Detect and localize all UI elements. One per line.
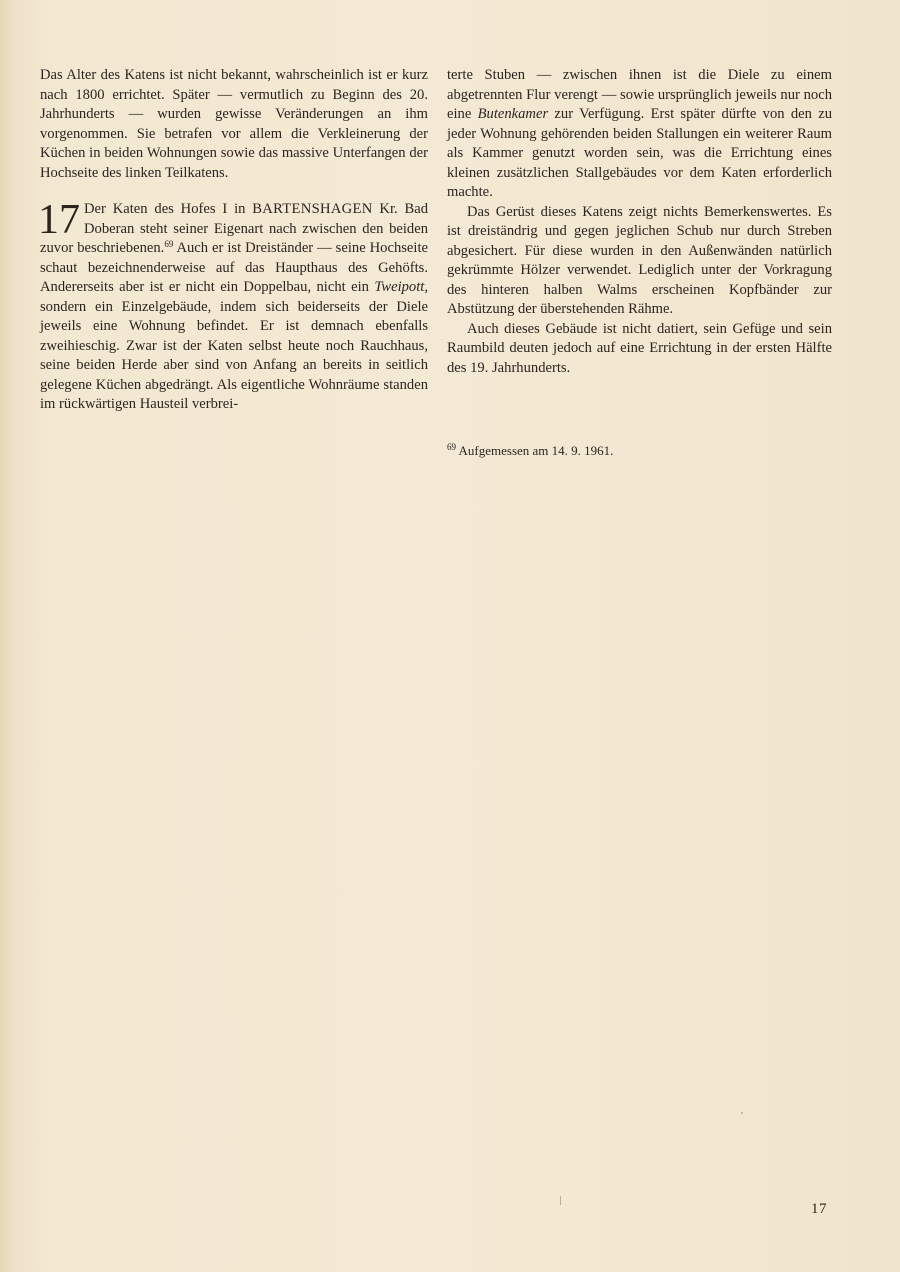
text-run: Auch er ist Dreiständer — seine Hochseite schaut bezeichnenderweise auf das Haupthaus des Gehöfts. Andererseits aber ist er nicht ein Doppelbau, nicht ein — [40, 240, 428, 295]
section-17 — [38, 197, 428, 415]
paragraph-geruest: Das Gerüst dieses Katens zeigt nichts Bemerkenswertes. Es ist dreiständrig und gegen jeglichen Schub nur durch Streben abgesichert. Für diese wurden in den Außenwänden natürlich gekrümmte Hölzer verwendet. Lediglich unter der Vorkragung des hinteren halben Walms erscheinen Kopfbänder zur Abstützung der überstehenden Rähme. — [447, 203, 832, 317]
footnote-text: Aufgemessen am 14. 9. 1961. — [456, 443, 614, 458]
place-name: BARTENSHAGEN — [252, 201, 373, 217]
paragraph-bartenshagen — [38, 197, 428, 415]
footnote-marker: 69 — [447, 442, 456, 452]
paragraph-datierung: Auch dieses Gebäude ist nicht datiert, sein Gefüge und sein Raumbild deuten jedoch auf eine Errichtung in der ersten Hälfte des 19. Jahrhunderts. — [447, 320, 832, 376]
text-run: Der Katen des Hofes I in — [84, 201, 253, 217]
footnote-reference: 69 — [164, 239, 174, 249]
footnote — [447, 442, 832, 460]
page-number: 17 — [811, 1201, 827, 1217]
left-column — [40, 66, 428, 415]
paragraph-katen-age: Das Alter des Katens ist nicht bekannt, wahrscheinlich ist er kurz nach 1800 errichtet. Später — vermutlich zu Beginn des 20. Jahrhunderts — wurden gewisse Veränderungen an ihm vorgenommen. Sie betrafen vor allem die Verkleinerung der Küchen in beiden Wohnungen sowie das massive Unterfangen der Hochseite des linken Teilkatens. — [40, 67, 428, 181]
text-run: Kr. Bad Doberan steht seiner Eigenart nach zwischen den beiden zuvor beschriebenen. — [40, 201, 428, 256]
paper-speck — [741, 1112, 743, 1114]
page-edge-shadow — [0, 0, 14, 1272]
section-number: 17 — [38, 197, 80, 243]
italic-term: Butenkamer — [477, 106, 549, 122]
text-run: , sondern ein Einzelgebäude, indem sich beiderseits der Diele jeweils eine Wohnung befindet. Er ist demnach ebenfalls zweihieschig. Zwar ist der Katen selbst heute noch Rauchhaus, seine beiden Herde aber sind von Anfang an bereits in seitlich gelegene Küchen abgedrängt. Als eigentliche Wohnräume standen im rückwärtigen Hausteil verbrei- — [40, 279, 428, 412]
paper-speck — [560, 1196, 561, 1205]
right-column — [447, 66, 832, 378]
paragraph-continuation — [447, 66, 832, 203]
text-run: terte Stuben — zwischen ihnen ist die Diele zu einem abgetrennten Flur verengt — sowie ursprünglich jeweils nur noch eine — [447, 67, 832, 122]
italic-term: Tweipott — [374, 279, 425, 295]
text-run: zur Verfügung. Erst später dürfte von den zu jeder Wohnung gehörenden beiden Stallungen ein weiterer Raum als Kammer genutzt worden sein, was die Errichtung eines kleinen zusätzlichen Stallgebäudes vor dem Katen erforderlich machte. — [447, 106, 832, 200]
